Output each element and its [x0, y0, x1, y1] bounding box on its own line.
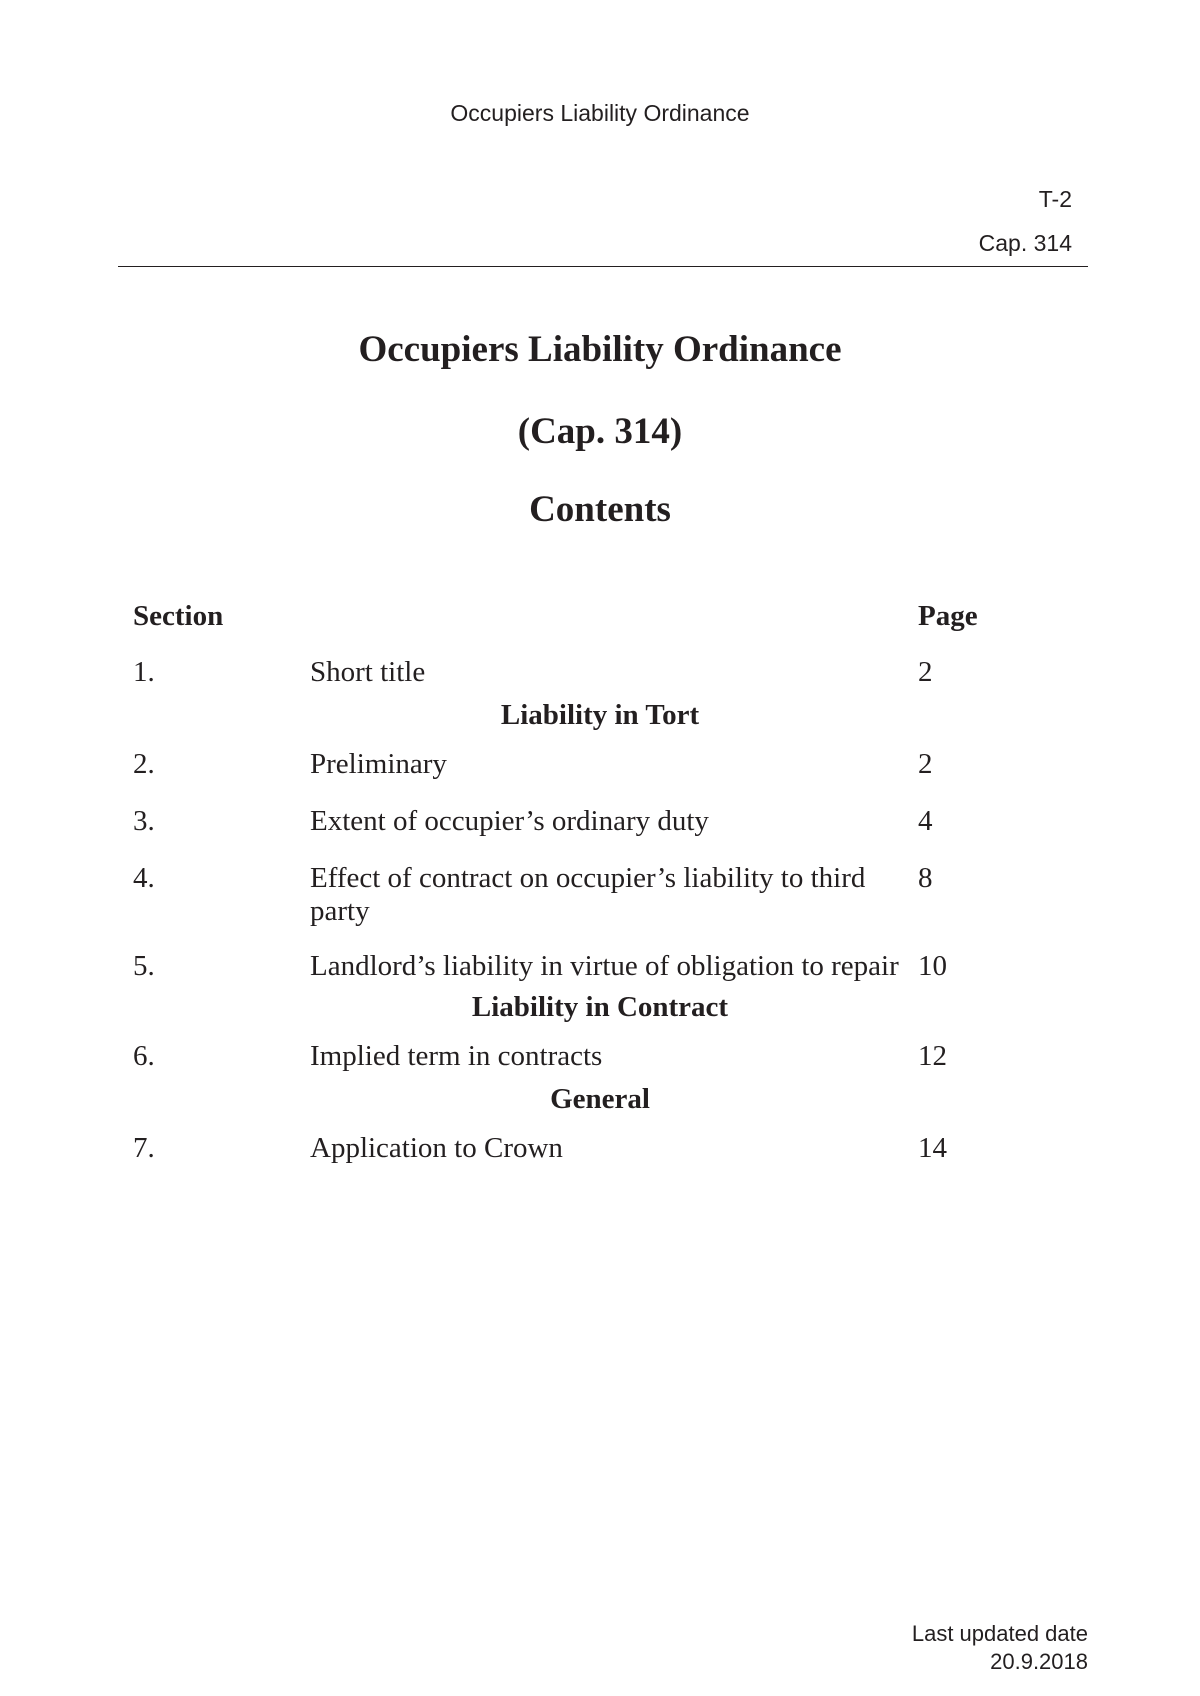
- toc-entry-section: 7.: [133, 1132, 155, 1164]
- running-header-title: Occupiers Liability Ordinance: [450, 100, 750, 126]
- toc-entry-title[interactable]: Landlord’s liability in virtue of obligation to repair: [310, 950, 899, 982]
- toc-entry[interactable]: [133, 950, 973, 983]
- toc-entry-section: 3.: [133, 805, 155, 837]
- toc-entry-title[interactable]: Short title: [310, 656, 426, 688]
- toc-entry[interactable]: [133, 805, 973, 838]
- toc-entry-page: 2: [918, 656, 933, 688]
- table-of-contents: [133, 600, 978, 1189]
- toc-entry-title[interactable]: Preliminary: [310, 748, 447, 780]
- toc-group-heading: Liability in Contract: [471, 991, 729, 1023]
- toc-entry-page: 14: [918, 1132, 947, 1164]
- toc-entry-title[interactable]: Extent of occupier’s ordinary duty: [310, 805, 709, 837]
- toc-entry-page: 2: [918, 748, 933, 780]
- toc-entry[interactable]: [133, 656, 973, 689]
- footer: [912, 1620, 1088, 1676]
- document-subtitle: (Cap. 314): [517, 411, 683, 452]
- toc-entry-title[interactable]: Implied term in contracts: [310, 1040, 603, 1072]
- toc-entry-section: 4.: [133, 862, 155, 894]
- toc-entry-page: 8: [918, 862, 933, 894]
- toc-entry-title[interactable]: Application to Crown: [310, 1132, 563, 1164]
- toc-entry-section: 1.: [133, 656, 155, 688]
- toc-entry-section: 6.: [133, 1040, 155, 1072]
- toc-entry[interactable]: [133, 1040, 973, 1073]
- page-identifier: T-2: [1038, 186, 1072, 212]
- toc-entry-section: 5.: [133, 950, 155, 982]
- toc-column-section-header: Section: [133, 600, 224, 632]
- toc-entry[interactable]: [133, 1132, 973, 1165]
- toc-entry[interactable]: [133, 748, 973, 781]
- toc-group-heading: General: [550, 1083, 650, 1115]
- toc-entry-title[interactable]: Effect of contract on occupier’s liability to third party: [310, 862, 866, 927]
- contents-heading: Contents: [529, 489, 671, 530]
- toc-entry[interactable]: [133, 862, 973, 928]
- last-updated-date: 20.9.2018: [990, 1649, 1088, 1674]
- toc-column-page-header: Page: [918, 600, 978, 632]
- toc-entry-section: 2.: [133, 748, 155, 780]
- toc-header-row: [133, 600, 978, 633]
- toc-entry-page: 10: [918, 950, 947, 982]
- header-divider: [118, 266, 1088, 267]
- toc-group-heading: Liability in Tort: [500, 699, 700, 731]
- toc-entry-page: 12: [918, 1040, 947, 1072]
- toc-entry-page: 4: [918, 805, 933, 837]
- chapter-number: Cap. 314: [978, 230, 1072, 256]
- document-title: Occupiers Liability Ordinance: [358, 329, 842, 370]
- last-updated-label: Last updated date: [911, 1621, 1088, 1646]
